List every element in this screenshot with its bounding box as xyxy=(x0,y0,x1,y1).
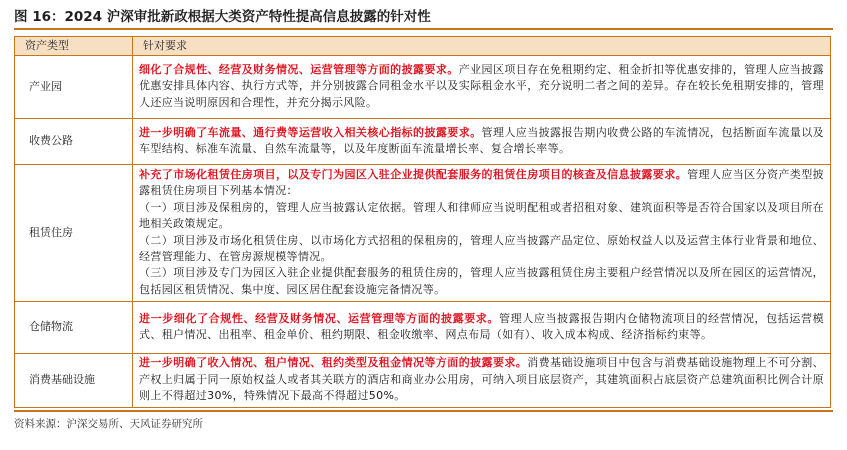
requirement-text: 管理人应当披露报告期内仓储物流项目的经营情况，包括运营模式、租户情况、出租率、租金单价、租约期限、租金收缴率、网点布局（如有）、收入成本构成、经济指标约束等。 xyxy=(139,311,824,341)
requirement-cell xyxy=(133,302,831,354)
highlight-text: 进一步明确了收入情况、租户情况、租约类型及租金情况等方面的披露要求。 xyxy=(139,356,528,370)
requirement-cell xyxy=(133,56,831,119)
asset-type-cell: 收费公路 xyxy=(15,119,133,165)
requirement-text: 管理人应当区分资产类型披露租赁住房项目下列基本情况： xyxy=(139,167,825,198)
header-requirements: 针对要求 xyxy=(133,37,831,56)
asset-type-cell: 租赁住房 xyxy=(15,165,133,302)
table-row xyxy=(15,354,831,408)
requirement-cell xyxy=(133,354,831,408)
list-item: （一）项目涉及保租房的，管理人应当披露认定依据。管理人和律师应当说明配租或者招租对象、建筑面积等是否符合国家以及项目所在地相关政策规定。 xyxy=(139,200,824,231)
list-item: （二）项目涉及市场化租赁住房、以市场化方式招租的保租房的，管理人应当披露产品定位、原始权益人以及运营主体行业背景和地位、经营管理能力、在管房源规模等情况。 xyxy=(139,233,824,263)
requirement-text: 管理人应当披露报告期内收费公路的车流情况，包括断面车流量以及车型结构、标准车流量、自然车流量等，以及年度断面车流量增长率、复合增长率等。 xyxy=(139,125,825,155)
table-row xyxy=(15,302,831,354)
requirement-cell xyxy=(133,165,831,302)
highlight-text: 进一步细化了合规性、经营及财务情况、运营管理等方面的披露要求。 xyxy=(139,311,500,325)
bottom-rule xyxy=(14,410,833,412)
figure-title: 图 16：2024 沪深审批新政根据大类资产特性提高信息披露的针对性 xyxy=(14,9,431,25)
header-asset-type: 资产类型 xyxy=(15,37,133,56)
top-rule xyxy=(14,28,833,30)
table-row xyxy=(15,56,831,119)
requirement-text: 消费基础设施项目中包含与消费基础设施物理上不可分割、产权上归属于同一原始权益人或者其关联方的酒店和商业办公用房，可纳入项目底层资产，其建筑面积占底层资产总建筑面积比例合计原则上不得超过30%，特殊情况下最高不得超过50%。 xyxy=(139,356,824,403)
asset-type-cell: 仓储物流 xyxy=(15,302,133,354)
table-row xyxy=(15,119,831,165)
highlight-text: 细化了合规性、经营及财务情况、运营管理等方面的披露要求。 xyxy=(139,62,459,76)
highlight-text: 进一步明确了车流量、通行费等运营收入相关核心指标的披露要求。 xyxy=(139,125,482,139)
requirement-cell xyxy=(133,119,831,165)
table-row xyxy=(15,165,831,302)
requirement-text: 产业园区项目存在免租期约定、租金折扣等优惠安排的，管理人应当披露优惠安排具体内容、执行方式等，并分别披露合同租金水平以及实际租金水平，充分说明二者之间的差异。存在较长免租期安排的，管理人还应当说明原因和合理性，并充分揭示风险。 xyxy=(139,62,824,109)
highlight-text: 补充了市场化租赁住房项目，以及专门为园区入驻企业提供配套服务的租赁住房项目的核查及信息披露要求。 xyxy=(139,167,688,181)
list-item: （三）项目涉及专门为园区入驻企业提供配套服务的租赁住房的，管理人应当披露租赁住房主要租户经营情况以及所在园区的运营情况，包括园区租赁情况、集中度、园区居住配套设施完备情况等。 xyxy=(139,266,824,296)
asset-type-cell: 消费基础设施 xyxy=(15,354,133,408)
source-note: 资料来源：沪深交易所、天风证券研究所 xyxy=(14,418,203,430)
table-header-row xyxy=(15,37,831,56)
disclosure-table xyxy=(14,36,831,408)
asset-type-cell: 产业园 xyxy=(15,56,133,119)
